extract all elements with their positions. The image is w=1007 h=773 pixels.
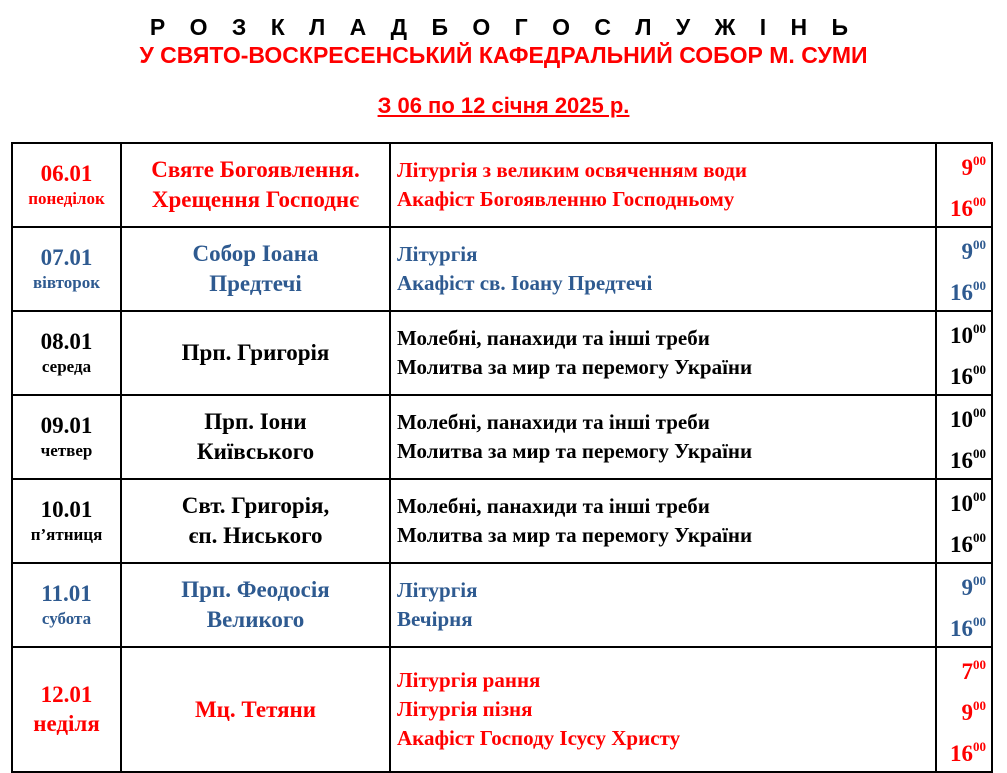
service-name: Літургія xyxy=(397,578,478,602)
service-name: Літургія рання xyxy=(397,668,541,692)
date-cell xyxy=(12,395,121,479)
time-minutes: 00 xyxy=(973,739,986,754)
time-hour: 10 xyxy=(950,491,973,516)
time-minutes: 00 xyxy=(973,530,986,545)
service-name: Молитва за мир та перемогу України xyxy=(397,355,753,379)
times-cell xyxy=(936,227,992,311)
time-minutes: 00 xyxy=(973,405,986,420)
time-minutes: 00 xyxy=(973,698,986,713)
date-number: 11.01 xyxy=(41,581,92,606)
times-cell xyxy=(936,563,992,647)
service-time xyxy=(937,353,986,394)
schedule-row xyxy=(12,647,992,772)
time-hour: 16 xyxy=(950,448,973,473)
time-minutes: 00 xyxy=(973,573,986,588)
time-hour: 16 xyxy=(950,741,973,766)
schedule-row xyxy=(12,311,992,395)
services-cell xyxy=(390,227,936,311)
date-cell xyxy=(12,563,121,647)
service-time xyxy=(937,480,986,521)
feast-name: Собор Іоана xyxy=(192,241,319,266)
time-hour: 16 xyxy=(950,616,973,641)
time-minutes: 00 xyxy=(973,657,986,672)
time-minutes: 00 xyxy=(973,278,986,293)
weekday-label: вівторок xyxy=(32,273,101,292)
feast-name: Хрещення Господнє xyxy=(151,187,360,212)
times-cell xyxy=(936,479,992,563)
feast-cell xyxy=(121,395,390,479)
time-minutes: 00 xyxy=(973,489,986,504)
feast-cell xyxy=(121,143,390,227)
feast-name: Прп. Григорія xyxy=(181,340,330,365)
time-hour: 10 xyxy=(950,323,973,348)
services-cell xyxy=(390,647,936,772)
services-cell xyxy=(390,311,936,395)
service-time xyxy=(937,648,986,689)
times-cell xyxy=(936,395,992,479)
time-hour: 16 xyxy=(950,196,973,221)
document-subtitle: У СВЯТО-ВОСКРЕСЕНСЬКИЙ КАФЕДРАЛЬНИЙ СОБОР М. СУМИ xyxy=(139,42,868,68)
feast-name: Мц. Тетяни xyxy=(194,696,317,722)
time-hour: 9 xyxy=(961,155,973,180)
document-title: Р О З К Л А Д Б О Г О С Л У Ж І Н Ь xyxy=(149,14,858,40)
date-number: 09.01 xyxy=(40,413,93,438)
feast-name: Свт. Григорія, xyxy=(181,493,330,518)
service-name: Акафіст Богоявленню Господньому xyxy=(397,187,735,211)
schedule-row xyxy=(12,227,992,311)
service-name: Вечірня xyxy=(397,607,473,631)
time-hour: 16 xyxy=(950,280,973,305)
times-cell xyxy=(936,143,992,227)
service-name: Молитва за мир та перемогу України xyxy=(397,439,753,463)
time-minutes: 00 xyxy=(973,362,986,377)
service-name: Молебні, панахиди та інші треби xyxy=(397,410,710,434)
date-cell xyxy=(12,227,121,311)
service-time xyxy=(937,689,986,730)
date-number: 10.01 xyxy=(40,497,93,522)
feast-name: Київського xyxy=(196,439,315,464)
time-hour: 9 xyxy=(961,575,973,600)
feast-name: Великого xyxy=(206,607,305,632)
time-hour: 9 xyxy=(961,239,973,264)
service-name: Молитва за мир та перемогу України xyxy=(397,523,753,547)
service-name: Літургія пізня xyxy=(397,697,533,721)
services-cell xyxy=(390,563,936,647)
time-minutes: 00 xyxy=(973,194,986,209)
feast-cell xyxy=(121,647,390,772)
service-name: Молебні, панахиди та інші треби xyxy=(397,326,710,350)
feast-name: Предтечі xyxy=(209,271,302,296)
weekday-label: четвер xyxy=(40,441,93,460)
date-number: 12.01 xyxy=(40,681,93,707)
service-time xyxy=(937,228,986,269)
times-cell xyxy=(936,311,992,395)
service-time xyxy=(937,269,986,310)
time-minutes: 00 xyxy=(973,321,986,336)
service-time xyxy=(937,521,986,562)
time-minutes: 00 xyxy=(973,614,986,629)
service-name: Літургія xyxy=(397,242,478,266)
feast-cell xyxy=(121,479,390,563)
date-cell xyxy=(12,311,121,395)
weekday-label: неділя xyxy=(33,710,100,736)
services-cell xyxy=(390,143,936,227)
service-name: Літургія з великим освяченням води xyxy=(397,158,748,182)
feast-name: Прп. Феодосія xyxy=(181,577,330,602)
schedule-row xyxy=(12,563,992,647)
service-time xyxy=(937,437,986,478)
time-minutes: 00 xyxy=(973,446,986,461)
feast-name: Прп. Іони xyxy=(204,409,307,434)
times-cell xyxy=(936,647,992,772)
weekday-label: п’ятниця xyxy=(30,525,103,544)
feast-cell xyxy=(121,563,390,647)
schedule-row xyxy=(12,395,992,479)
schedule-row xyxy=(12,143,992,227)
services-cell xyxy=(390,479,936,563)
schedule-row xyxy=(12,479,992,563)
service-time xyxy=(937,185,986,226)
weekday-label: понеділок xyxy=(28,189,105,208)
date-number: 06.01 xyxy=(40,161,93,186)
date-number: 08.01 xyxy=(40,329,93,354)
time-hour: 16 xyxy=(950,364,973,389)
service-name: Акафіст св. Іоану Предтечі xyxy=(397,271,653,295)
weekday-label: середа xyxy=(41,357,92,376)
service-time xyxy=(937,730,986,771)
date-cell xyxy=(12,479,121,563)
feast-cell xyxy=(121,311,390,395)
service-name: Молебні, панахиди та інші треби xyxy=(397,494,710,518)
feast-cell xyxy=(121,227,390,311)
service-time xyxy=(937,312,986,353)
date-cell xyxy=(12,647,121,772)
time-hour: 10 xyxy=(950,407,973,432)
time-hour: 7 xyxy=(961,659,973,684)
service-time xyxy=(937,144,986,185)
service-time xyxy=(937,605,986,646)
date-cell xyxy=(12,143,121,227)
service-name: Акафіст Господу Ісусу Христу xyxy=(397,726,681,750)
time-hour: 9 xyxy=(961,700,973,725)
service-time xyxy=(937,396,986,437)
date-range: З 06 по 12 січня 2025 р. xyxy=(377,93,630,118)
time-hour: 16 xyxy=(950,532,973,557)
feast-name: єп. Ниського xyxy=(188,523,323,548)
time-minutes: 00 xyxy=(973,153,986,168)
time-minutes: 00 xyxy=(973,237,986,252)
service-time xyxy=(937,564,986,605)
date-number: 07.01 xyxy=(40,245,93,270)
weekday-label: субота xyxy=(41,609,92,628)
services-cell xyxy=(390,395,936,479)
schedule-table xyxy=(11,142,993,773)
feast-name: Святе Богоявлення. xyxy=(151,157,360,182)
